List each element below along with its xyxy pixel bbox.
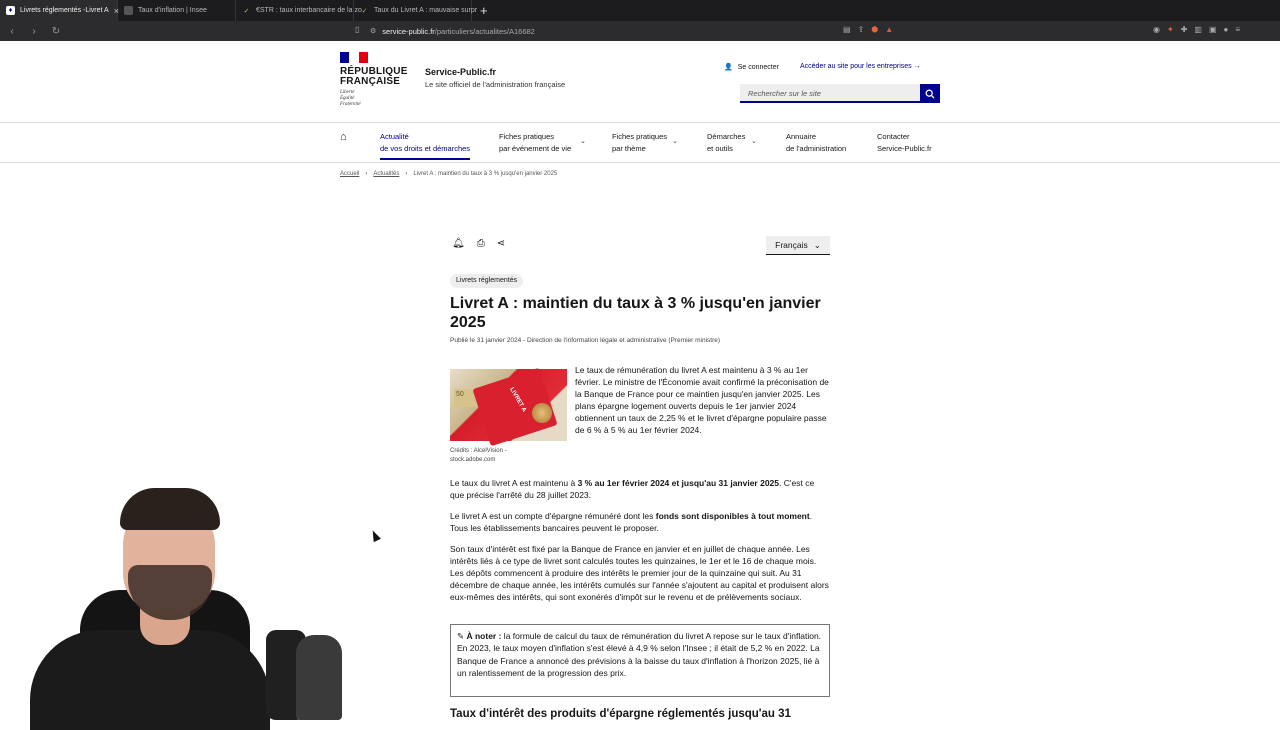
article-paragraph bbox=[450, 477, 830, 501]
marianne-favicon-icon: ♦ bbox=[6, 6, 15, 15]
banknote-image: 50 bbox=[454, 389, 484, 407]
article-title: Livret A : maintien du taux à 3 % jusqu'en janvier 2025 bbox=[450, 295, 821, 331]
search-icon bbox=[925, 89, 935, 99]
motto bbox=[340, 90, 361, 108]
rewards-icon[interactable]: ▲ bbox=[885, 25, 894, 34]
presenter-body bbox=[30, 630, 270, 730]
browser-tab[interactable] bbox=[354, 0, 478, 21]
nav-label: Contacter bbox=[877, 132, 910, 141]
extension-icon[interactable]: ✦ bbox=[1166, 25, 1174, 34]
motto-line: Égalité bbox=[340, 96, 355, 101]
nav-item-evenement-de-vie[interactable] bbox=[499, 131, 571, 155]
site-settings-icon[interactable]: ⚙ bbox=[370, 28, 377, 35]
mouse-cursor-icon bbox=[369, 529, 381, 542]
marianne-flag-icon bbox=[340, 52, 368, 63]
language-label: Français bbox=[775, 240, 808, 250]
breadcrumb-section[interactable]: Actualités bbox=[373, 171, 400, 177]
nav-item-demarches[interactable] bbox=[707, 131, 745, 155]
check-favicon-icon: ✓ bbox=[361, 7, 368, 15]
browser-toolbar bbox=[0, 21, 1280, 41]
browser-tab-bar bbox=[0, 0, 1280, 21]
nav-label: par événement de vie bbox=[499, 144, 572, 153]
image-credits: Crédits : AlcelVision - stock.adobe.com bbox=[450, 448, 507, 463]
category-tag[interactable]: Livrets réglementés bbox=[450, 274, 523, 288]
login-link[interactable] bbox=[724, 63, 779, 71]
reload-icon[interactable]: ↻ bbox=[51, 25, 61, 37]
nav-label: Actualité bbox=[380, 132, 409, 141]
nav-label: de l'administration bbox=[786, 144, 847, 153]
nav-label: Démarches bbox=[707, 132, 746, 141]
text: . C'est ce que précise l'arrêté du 28 juillet 2023. bbox=[450, 478, 815, 500]
browser-tab[interactable] bbox=[118, 0, 236, 21]
logo-line: RÉPUBLIQUE bbox=[340, 66, 408, 77]
republique-francaise-logo[interactable] bbox=[340, 67, 408, 87]
presenter-hair bbox=[120, 488, 220, 530]
livret-label: LIVRET A bbox=[508, 386, 527, 414]
sidebar-icon[interactable]: ▥ bbox=[1194, 25, 1202, 34]
home-icon[interactable]: ⌂ bbox=[340, 131, 347, 143]
article-paragraph bbox=[450, 510, 830, 534]
breadcrumb bbox=[340, 171, 557, 177]
coin-image bbox=[532, 403, 552, 423]
chevron-right-icon: › bbox=[405, 171, 408, 177]
text: Le livret A est un compte d'épargne rémunéré dont les bbox=[450, 511, 656, 521]
note-label: À noter : bbox=[466, 631, 502, 641]
site-name[interactable]: Service-Public.fr bbox=[425, 67, 497, 77]
nav-label: Fiches pratiques bbox=[612, 132, 668, 141]
section-heading: Taux d'intérêt des produits d'épargne réglementés jusqu'au 31 bbox=[450, 708, 791, 720]
motto-line: Fraternité bbox=[340, 102, 361, 107]
puzzle-icon[interactable]: ✚ bbox=[1180, 25, 1188, 34]
browser-tab[interactable] bbox=[0, 0, 118, 21]
site-tagline: Le site officiel de l'administration française bbox=[425, 80, 566, 89]
user-icon: 👤 bbox=[724, 64, 733, 71]
main-navigation bbox=[0, 123, 1280, 163]
note-callout bbox=[450, 624, 830, 697]
insee-favicon-icon bbox=[124, 6, 133, 15]
microphone-image bbox=[296, 635, 342, 720]
chevron-down-icon: ⌄ bbox=[672, 138, 678, 145]
publication-info: Publié le 31 janvier 2024 - Direction de l'information légale et administrative (Premier ministre) bbox=[450, 337, 721, 344]
nav-label: Service-Public.fr bbox=[877, 144, 932, 153]
bell-icon[interactable]: 🔔︎ bbox=[452, 238, 465, 249]
nav-label: par thème bbox=[612, 144, 646, 153]
nav-label: et outils bbox=[707, 144, 733, 153]
nav-label: Annuaire bbox=[786, 132, 817, 141]
back-icon[interactable]: ‹ bbox=[10, 25, 14, 37]
text: . Tous les établissements bancaires peuvent le proposer. bbox=[450, 511, 813, 533]
tab-title: €STR : taux interbancaire de la zo bbox=[256, 7, 362, 14]
address-bar[interactable] bbox=[370, 24, 840, 38]
forward-icon[interactable]: › bbox=[32, 25, 36, 37]
pro-link-label: Accéder au site pour les entreprises bbox=[800, 63, 912, 70]
nav-item-par-theme[interactable] bbox=[612, 131, 667, 155]
motto-line: Liberté bbox=[340, 90, 355, 95]
browser-tab[interactable] bbox=[236, 0, 362, 21]
page-actions bbox=[843, 25, 893, 34]
share-icon[interactable]: ⇪ bbox=[857, 25, 865, 34]
article-paragraph: Son taux d'intérêt est fixé par la Banque de France en janvier et en juillet de chaque année. Les intérêts liés à ce type de livret sont calculés toutes les quinzaines, le 1er et le 16 de chaque mois. Les dépôts commencent à produire des intérêts le premier jour de la quinzaine qui suit. Au 31 décembre de chaque année, les intérêts cumulés sur l'année s'ajoutent au capital et produisent alors eux-mêmes des intérêts, qui sont exonérés d'impôt sur le revenu et de prélèvements sociaux. bbox=[450, 544, 829, 602]
check-favicon-icon: ✓ bbox=[243, 7, 250, 15]
bold-text: fonds sont disponibles à tout moment bbox=[655, 511, 810, 521]
tab-title: Taux du Livret A : mauvaise surpr bbox=[374, 7, 478, 14]
text: Le taux du livret A est maintenu à bbox=[450, 478, 578, 488]
login-label: Se connecter bbox=[737, 63, 779, 71]
url-path: /particuliers/actualites/A16682 bbox=[434, 26, 535, 36]
article-intro: Le taux de rémunération du livret A est maintenu à 3 % au 1er février. Le ministre de l'Économie avait confirmé la préconisation de la Banque de France pour ce maintien jusqu'en janvier 2025. Les plans épargne logement ouverts depuis le 1er janvier 2024 obtiennent un taux de 2,25 % et le livret d'épargne populaire passe de 6 % à 5 % au 1er février 2024. bbox=[575, 365, 829, 435]
profile-icon[interactable]: ● bbox=[1223, 25, 1229, 34]
nav-item-actualite[interactable] bbox=[380, 131, 470, 160]
site-header bbox=[0, 41, 1280, 123]
url-domain: service-public.fr bbox=[382, 26, 435, 36]
chevron-right-icon: › bbox=[365, 171, 368, 177]
reader-icon[interactable]: ▤ bbox=[843, 25, 851, 34]
pro-site-link[interactable] bbox=[800, 63, 921, 70]
pencil-icon: ✎ bbox=[457, 631, 467, 641]
article-image bbox=[450, 369, 567, 441]
nav-item-annuaire[interactable] bbox=[786, 131, 846, 155]
webcam-overlay bbox=[0, 480, 345, 720]
bookmark-icon[interactable]: ▯ bbox=[355, 25, 360, 34]
vpn-icon[interactable]: ◉ bbox=[1153, 25, 1160, 34]
nav-label: Fiches pratiques bbox=[499, 132, 555, 141]
menu-icon[interactable]: ≡ bbox=[1235, 25, 1241, 34]
breadcrumb-home[interactable]: Accueil bbox=[340, 171, 360, 177]
brave-shield-icon[interactable]: ⬢ bbox=[871, 25, 879, 34]
breadcrumb-current: Livret A : maintien du taux à 3 % jusqu'en janvier 2025 bbox=[413, 171, 558, 177]
bold-text: 3 % au 1er février 2024 et jusqu'au 31 janvier 2025 bbox=[577, 478, 780, 488]
arrow-right-icon: → bbox=[913, 63, 921, 70]
note-text: la formule de calcul du taux de rémunération du livret A repose sur le taux d'inflation. En 2023, le taux moyen d'inflation s'est élevé à 4,9 % selon l'Insee ; il était de 5,2 % en 2022. La Banque de France a annoncé des prévisions à la baisse du taux d'inflation à l'horizon 2025, lié à un ralentissement de la progression des prix. bbox=[457, 631, 822, 678]
nav-item-contacter[interactable] bbox=[877, 131, 932, 155]
language-select[interactable] bbox=[766, 236, 830, 255]
tab-title: Taux d'inflation | Insee bbox=[138, 7, 207, 14]
chevron-down-icon: ⌄ bbox=[580, 138, 586, 145]
chevron-down-icon: ⌄ bbox=[813, 239, 821, 250]
chevron-down-icon: ⌄ bbox=[751, 138, 757, 145]
print-icon[interactable]: ⎙ bbox=[476, 238, 485, 249]
logo-line: FRANÇAISE bbox=[340, 76, 401, 87]
tab-title: Livrets réglementés -Livret A bbox=[20, 7, 109, 14]
article-tools bbox=[452, 238, 505, 249]
search-button[interactable] bbox=[920, 84, 940, 103]
new-tab-button[interactable]: + bbox=[480, 3, 488, 18]
search-input[interactable]: Rechercher sur le site bbox=[740, 84, 920, 103]
close-tab-icon[interactable]: × bbox=[113, 5, 119, 16]
wallet-icon[interactable]: ▣ bbox=[1208, 25, 1217, 34]
extensions-area bbox=[1153, 25, 1240, 34]
nav-label: de vos droits et démarches bbox=[380, 144, 471, 153]
share-icon[interactable]: ⋖ bbox=[496, 238, 506, 249]
